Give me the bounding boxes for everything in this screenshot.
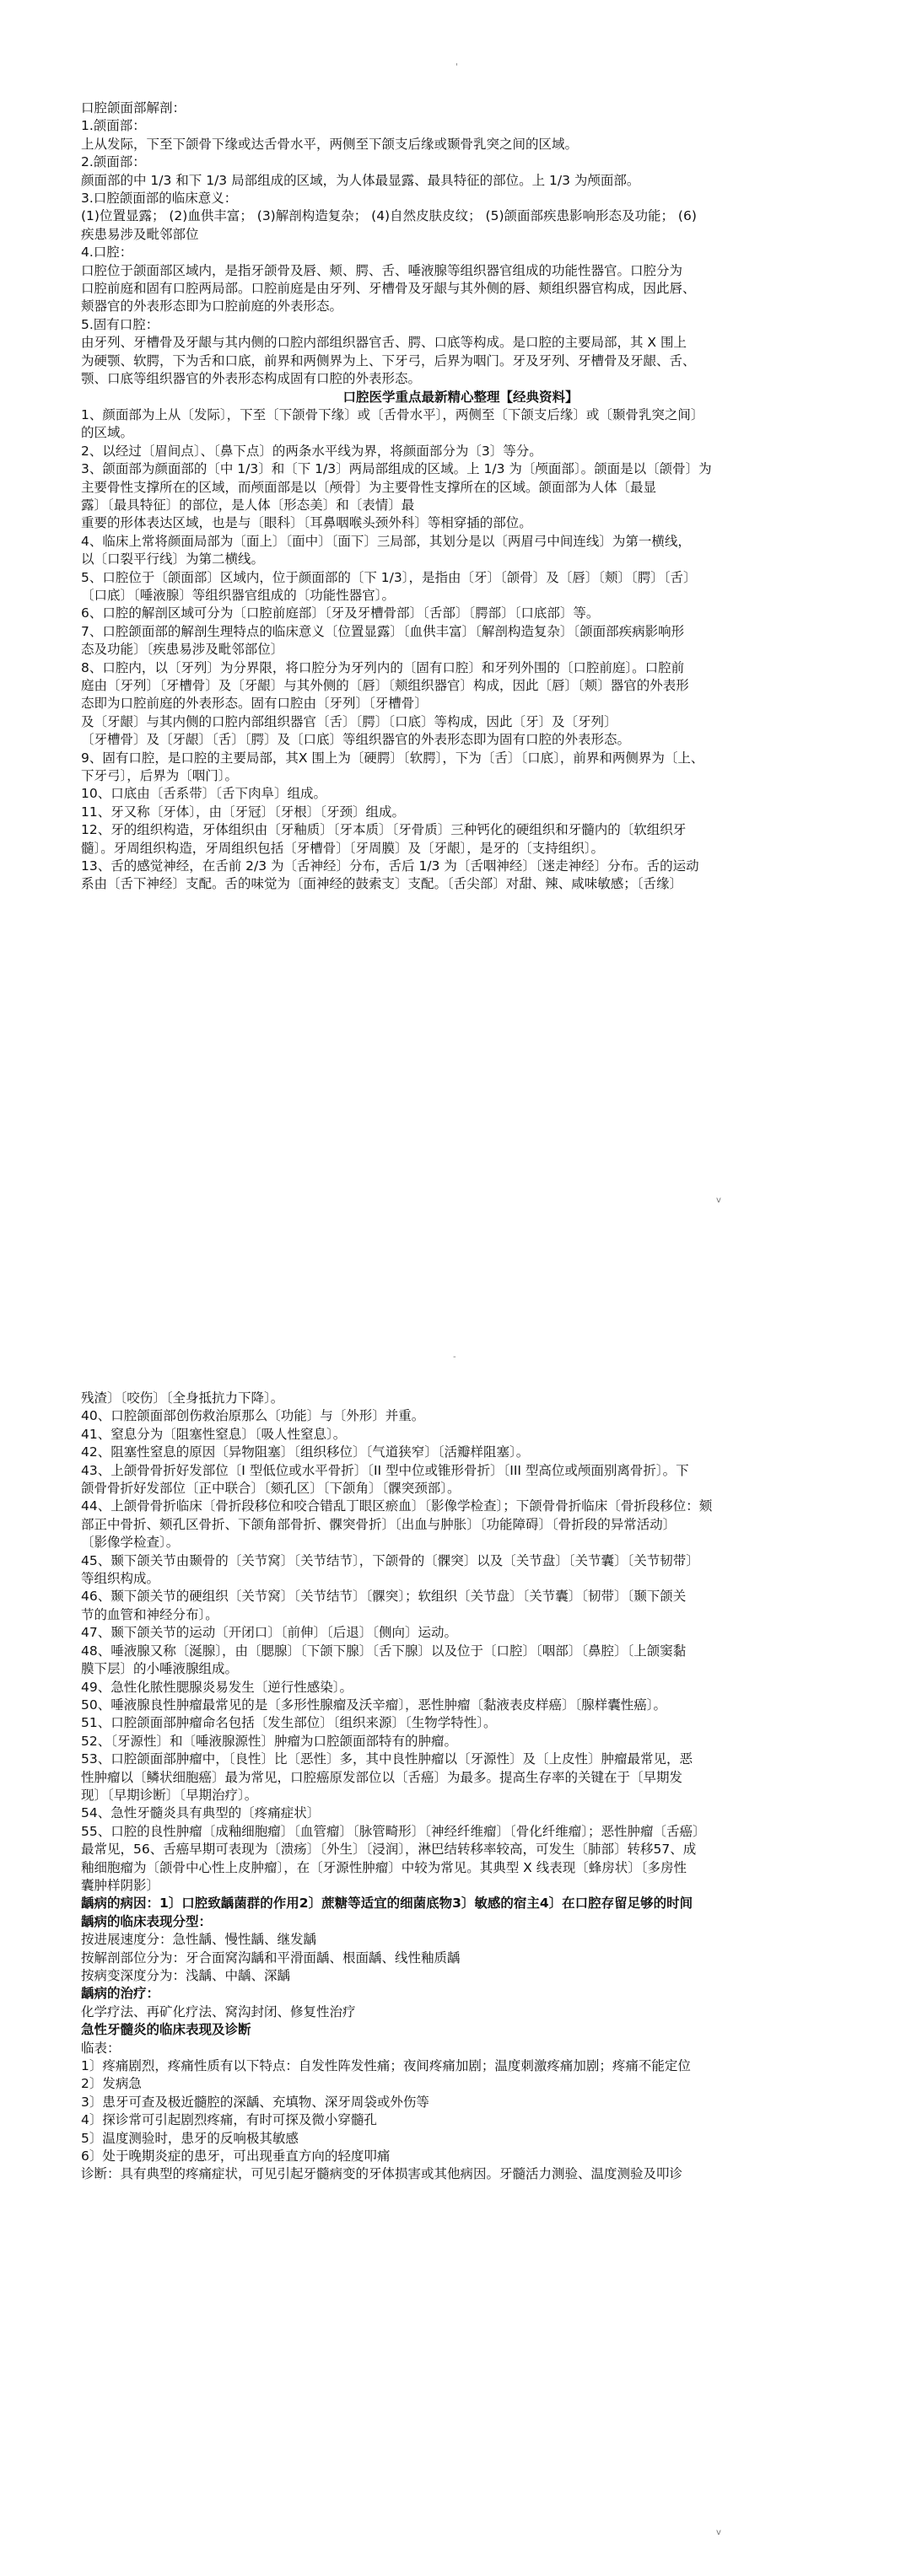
bold-heading-line: 龋病的病因：1〕口腔致龋菌群的作用2〕蔗糖等适宜的细菌底物3〕敏感的宿主4〕在口腔存留足够的时间 — [81, 1896, 693, 1912]
text-line: 47、颞下颌关节的运动〔开闭口〕〔前伸〕〔后退〕〔侧向〕运动。 — [81, 1625, 457, 1641]
bold-heading-line: 龋病的治疗： — [81, 1986, 160, 2002]
text-line: 7、口腔颌面部的解剖生理特点的临床意义〔位置显露〕〔血供丰富〕〔解剖构造复杂〕〔颌面部疾病影响形 — [81, 623, 685, 639]
text-line: 45、颞下颌关节由颞骨的〔关节窝〕〔关节结节〕，下颌骨的〔髁突〕以及〔关节盘〕〔关节囊〕〔关节韧带〕 — [81, 1552, 699, 1568]
text-line: 11、牙又称〔牙体〕，由〔牙冠〕〔牙根〕〔牙颈〕组成。 — [81, 804, 405, 820]
text-line: 颌骨骨折好发部位〔正中联合〕〔颏孔区〕〔下颌角〕〔髁突颈部〕。 — [81, 1481, 461, 1497]
text-line: 8、口腔内，以〔牙列〕为分界限，将口腔分为牙列内的〔固有口腔〕和牙列外围的〔口腔前庭〕。口腔前 — [81, 659, 685, 675]
text-line: 6〕处于晚期炎症的患牙，可出现垂直方向的轻度叩痛 — [81, 2148, 391, 2165]
text-line: 口腔前庭和固有口腔两局部。口腔前庭是由牙列、牙槽骨及牙龈与其外侧的唇、颊组织器官构成，因此唇、 — [81, 281, 696, 297]
text-line: 4〕探诊常可引起剧烈疼痛，有时可探及微小穿髓孔 — [81, 2112, 377, 2128]
text-line: 3〕患牙可查及极近髓腔的深龋、充填物、深牙周袋或外伤等 — [81, 2094, 429, 2110]
text-line: 露〕〔最具特征〕的部位，是人体〔形态美〕和〔表情〕最 — [81, 497, 415, 513]
text-line: 49、急性化脓性腮腺炎易发生〔逆行性感染〕。 — [81, 1679, 353, 1695]
text-line: 部正中骨折、颏孔区骨折、下颌角部骨折、髁突骨折〕〔出血与肿胀〕〔功能障碍〕〔骨折段的异常活动〕 — [81, 1516, 677, 1532]
text-line: 颚、口底等组织器官的外表形态构成固有口腔的外表形态。 — [81, 371, 422, 387]
text-line: 48、唾液腺又称〔涎腺〕，由〔腮腺〕〔下颌下腺〕〔舌下腺〕以及位于〔口腔〕〔咽部〕〔鼻腔〕〔上颌窦黏 — [81, 1643, 687, 1659]
text-line: 膜下层〕的小唾液腺组成。 — [81, 1661, 239, 1677]
text-line: 庭由〔牙列〕〔牙槽骨〕及〔牙龈〕与其外侧的〔唇〕〔颊组织器官〕构成，因此〔唇〕〔颊〕器官的外表形 — [81, 678, 689, 693]
text-line: 临表： — [81, 2040, 121, 2056]
text-line: 釉细胞瘤为〔颌骨中心性上皮肿瘤〕，在〔牙源性肿瘤〕中较为常见。其典型 X 线表现〔蜂房状〕〔多房性 — [81, 1859, 687, 1875]
text-line: 由牙列、牙槽骨及牙龈与其内侧的口腔内部组织器官舌、腭、口底等构成。是口腔的主要局部，其 X 围上 — [81, 335, 687, 351]
page-bottom-mark: v — [716, 1196, 721, 1205]
section-heading: 口腔医学重点最新精心整理【经典资料】 — [342, 389, 579, 405]
bold-heading-line: 龋病的临床表现分型： — [81, 1913, 213, 1929]
text-line: 55、口腔的良性肿瘤〔成釉细胞瘤〕〔血管瘤〕〔脉管畸形〕〔神经纤维瘤〕〔骨化纤维瘤〕；恶性肿瘤〔舌癌〕 — [81, 1823, 706, 1839]
text-line: 疾患易涉及毗邻部位 — [81, 226, 199, 242]
text-line: 最常见，56、舌癌早期可表现为〔溃疡〕〔外生〕〔浸润〕，淋巴结转移率较高，可发生〔肺部〕转移57、成 — [81, 1842, 697, 1858]
text-line: 囊肿样阴影〕 — [81, 1877, 160, 1893]
text-line: 2、以经过〔眉间点〕、〔鼻下点〕的两条水平线为界，将颜面部分为〔3〕等分。 — [81, 443, 542, 459]
text-line: 4、临床上常将颜面局部为〔面上〕〔面中〕〔面下〕三局部，其划分是以〔两眉弓中间连线〕为第一横线， — [81, 533, 691, 549]
text-line: 主要骨性支撑所在的区域，而颅面部是以〔颅骨〕为主要骨性支撑所在的区域。颌面部为人体〔最显 — [81, 479, 657, 495]
text-line: 2.颌面部： — [81, 154, 146, 170]
text-line: 〔牙槽骨〕及〔牙龈〕〔舌〕〔腭〕及〔口底〕等组织器官的外表形态即为固有口腔的外表形态。 — [81, 732, 631, 748]
text-line: 颊器官的外表形态即为口腔前庭的外表形态。 — [81, 298, 343, 315]
text-line: 1〕疼痛剧烈，疼痛性质有以下特点：自发性阵发性痛；夜间疼痛加剧；温度刺激疼痛加剧；疼痛不能定位 — [81, 2058, 691, 2074]
text-line: 50、唾液腺良性肿瘤最常见的是〔多形性腺瘤及沃辛瘤〕，恶性肿瘤〔黏液表皮样癌〕〔腺样囊性癌〕。 — [81, 1697, 666, 1713]
text-line: 3、颌面部为颜面部的〔中 1/3〕和〔下 1/3〕两局部组成的区域。上 1/3 为〔颅面部〕。颌面是以〔颌骨〕为 — [81, 461, 712, 477]
text-line: 53、口腔颌面部肿瘤中，〔良性〕比〔恶性〕多，其中良性肿瘤以〔牙源性〕及〔上皮性〕肿瘤最常见，恶 — [81, 1751, 693, 1767]
text-line: 46、颞下颌关节的硬组织〔关节窝〕〔关节结节〕〔髁突〕；软组织〔关节盘〕〔关节囊〕〔韧带〕〔颞下颌关 — [81, 1589, 687, 1605]
text-line: 4.口腔： — [81, 245, 133, 261]
text-line: 40、口腔颌面部创伤救治原那么〔功能〕与〔外形〕并重。 — [81, 1408, 425, 1424]
document-page-1 — [81, 99, 840, 894]
text-line: 性肿瘤以〔鳞状细胞癌〕最为常见，口腔癌原发部位以〔舌癌〕为最多。提高生存率的关键在于〔早期发 — [81, 1769, 683, 1785]
text-line: 9、固有口腔，是口腔的主要局部，其X 围上为〔硬腭〕〔软腭〕，下为〔舌〕〔口底〕，前界和两侧界为〔上、 — [81, 750, 704, 766]
text-line: 10、口底由〔舌系带〕〔舌下肉阜〕组成。 — [81, 786, 326, 802]
page-top-mark: ' — [456, 62, 458, 72]
text-line: 等组织构成。 — [81, 1571, 160, 1587]
text-line: 按解剖部位分为：牙合面窝沟龋和平滑面龋、根面龋、线性釉质龋 — [81, 1949, 461, 1966]
text-line: 态及功能〕〔疾患易涉及毗邻部位〕 — [81, 642, 284, 658]
text-line: 52、〔牙源性〕和〔唾液腺源性〕肿瘤为口腔颌面部特有的肿瘤。 — [81, 1733, 457, 1749]
document-page-2 — [81, 1390, 840, 2184]
text-line: 化学疗法、再矿化疗法、窝沟封闭、修复性治疗 — [81, 2003, 356, 2019]
text-line: 按病变深度分为：浅龋、中龋、深龋 — [81, 1968, 291, 1983]
text-line: 41、窒息分为〔阻塞性窒息〕〔吸人性窒息〕。 — [81, 1426, 347, 1442]
text-line: 态即为口腔前庭的外表形态。固有口腔由〔牙列〕〔牙槽骨〕 — [81, 696, 428, 712]
text-line: 5.固有口腔： — [81, 316, 159, 332]
text-line: 残渣〕〔咬伤〕〔全身抵抗力下降〕。 — [81, 1390, 284, 1406]
text-line: 2〕发病急 — [81, 2076, 142, 2092]
text-line: 1.颌面部： — [81, 118, 146, 134]
text-line: 12、牙的组织构造，牙体组织由〔牙釉质〕〔牙本质〕〔牙骨质〕三种钙化的硬组织和牙髓内的〔软组织牙 — [81, 822, 687, 838]
text-line: 的区域。 — [81, 425, 134, 441]
text-line: 及〔牙龈〕与其内侧的口腔内部组织器官〔舌〕〔腭〕〔口底〕等构成，因此〔牙〕及〔牙列〕 — [81, 713, 617, 729]
text-line: 现〕〔早期诊断〕〔早期治疗〕。 — [81, 1787, 258, 1803]
text-line: 髓〕。牙周组织构造，牙周组织包括〔牙槽骨〕〔牙周膜〕及〔牙龈〕，是牙的〔支持组织〕。 — [81, 840, 605, 856]
text-line: 5、口腔位于〔颌面部〕区域内，位于颜面部的〔下 1/3〕，是指由〔牙〕〔颌骨〕及〔唇〕〔颊〕〔腭〕〔舌〕 — [81, 569, 697, 585]
text-line: 3.口腔颌面部的临床意义： — [81, 191, 238, 207]
text-line: 以〔口裂平行线〕为第二横线。 — [81, 551, 265, 567]
text-line: 诊断：具有典型的疼痛症状，可见引起牙髓病变的牙体损害或其他病因。牙髓活力测验、温度测验及叩诊 — [81, 2166, 683, 2182]
text-line: 口腔颌面部解剖： — [81, 100, 186, 116]
text-line: 系由〔舌下神经〕支配。舌的味觉为〔面神经的鼓索支〕支配。〔舌尖部〕对甜、辣、咸味敏感；〔舌缘〕 — [81, 876, 683, 892]
text-line: 按进展速度分：急性龋、慢性龋、继发龋 — [81, 1932, 317, 1948]
text-line: 〔口底〕〔唾液腺〕等组织器官组成的〔功能性器官〕。 — [81, 587, 396, 603]
text-line: 13、舌的感觉神经，在舌前 2/3 为〔舌神经〕分布，舌后 1/3 为〔舌咽神经〕〔迷走神经〕分布。舌的运动 — [81, 858, 699, 874]
text-line: 颜面部的中 1/3 和下 1/3 局部组成的区域，为人体最显露、最具特征的部位。上 1/3 为颅面部。 — [81, 172, 640, 188]
text-line: 口腔位于颌面部区域内，是指牙颌骨及唇、颊、腭、舌、唾液腺等组织器官组成的功能性器官。口腔分为 — [81, 262, 683, 278]
bold-heading-line: 急性牙髓炎的临床表现及诊断 — [81, 2022, 251, 2038]
text-line: 54、急性牙髓炎具有典型的〔疼痛症状〕 — [81, 1805, 321, 1821]
text-line: (1)位置显露； (2)血供丰富； (3)解剖构造复杂； (4)自然皮肤皮纹； (5)颌面部疾患影响形态及功能； (6) — [81, 208, 697, 224]
page-top-mark-2: - — [453, 1353, 456, 1362]
text-line: 〔影像学检查〕。 — [81, 1535, 180, 1551]
text-line: 1、颜面部为上从〔发际〕，下至〔下颌骨下缘〕或〔舌骨水平〕，两侧至〔下颌支后缘〕或〔颞骨乳突之间〕 — [81, 406, 704, 422]
text-line: 下牙弓〕，后界为〔咽门〕。 — [81, 768, 239, 784]
text-line: 51、口腔颌面部肿瘤命名包括〔发生部位〕〔组织来源〕〔生物学特性〕。 — [81, 1715, 497, 1731]
text-line: 44、上颌骨骨折临床〔骨折段移位和咬合错乱丁眼区瘀血〕〔影像学检查〕；下颌骨骨折临床〔骨折段移位：颏 — [81, 1498, 713, 1514]
text-line: 5〕温度测验时，患牙的反响极其敏感 — [81, 2130, 299, 2146]
text-line: 42、阻塞性窒息的原因〔异物阻塞〕〔组织移位〕〔气道狭窄〕〔活瓣样阻塞〕。 — [81, 1444, 530, 1460]
text-line: 43、上颌骨骨折好发部位〔I 型低位或水平骨折〕〔II 型中位或锥形骨折〕〔III 型高位或颅面别离骨折〕。下 — [81, 1462, 689, 1478]
page-bottom-mark-2: v — [716, 2528, 721, 2537]
text-line: 节的血管和神经分布〕。 — [81, 1606, 218, 1622]
text-line: 为硬颚、软腭，下为舌和口底，前界和两侧界为上、下牙弓，后界为咽门。牙及牙列、牙槽骨及牙龈、舌、 — [81, 352, 696, 368]
text-line: 上从发际，下至下颌骨下缘或达舌骨水平，两侧至下颌支后缘或颞骨乳突之间的区域。 — [81, 136, 579, 152]
text-line: 6、口腔的解剖区域可分为〔口腔前庭部〕〔牙及牙槽骨部〕〔舌部〕〔腭部〕〔口底部〕等。 — [81, 605, 600, 621]
text-line: 重要的形体表达区域，也是与〔眼科〕〔耳鼻咽喉头颈外科〕等相穿插的部位。 — [81, 515, 532, 531]
